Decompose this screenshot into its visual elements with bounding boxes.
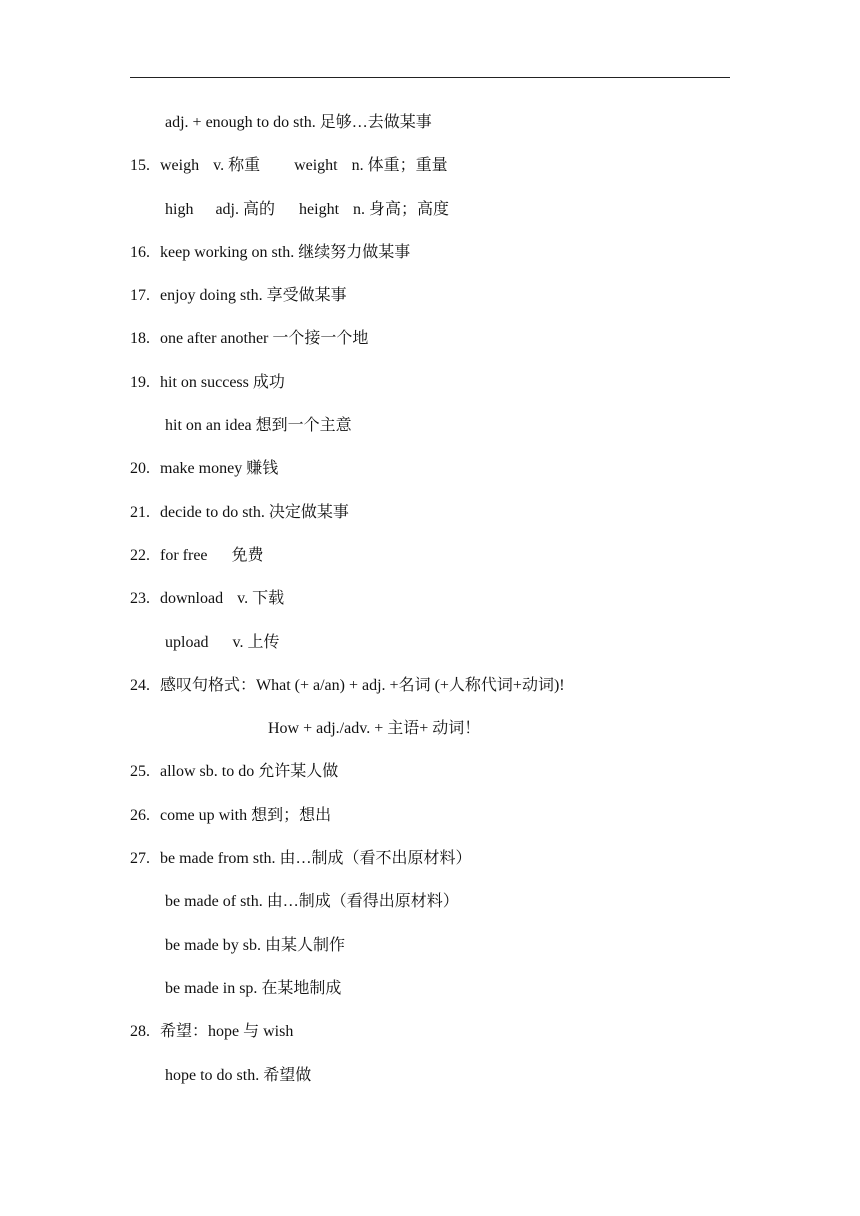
item-text: hit on an idea 想到一个主意 [165, 417, 352, 435]
vocabulary-list [0, 109, 860, 1105]
item-number: 17. [130, 287, 150, 305]
list-item [0, 455, 860, 498]
item-text: allow sb. to do 允许某人做 [160, 763, 339, 781]
item-text: be made by sb. 由某人制作 [165, 936, 345, 954]
item-number: 24. [130, 676, 150, 694]
item-number: 23. [130, 590, 150, 608]
item-number: 18. [130, 330, 150, 348]
item-text: enjoy doing sth. 享受做某事 [160, 287, 347, 305]
list-item [0, 282, 860, 325]
list-item [0, 975, 860, 1018]
list-item [0, 629, 860, 672]
list-item [0, 672, 860, 715]
list-item [0, 325, 860, 368]
item-number: 22. [130, 546, 150, 564]
list-item [0, 845, 860, 888]
list-item [0, 239, 860, 282]
item-text: make money 赚钱 [160, 460, 279, 478]
list-item [0, 758, 860, 801]
item-text: high adj. 高的 height n. 身高；高度 [165, 200, 450, 218]
item-text: How + adj./adv. + 主语+ 动词！ [268, 720, 481, 738]
item-text: hope to do sth. 希望做 [165, 1066, 312, 1084]
item-text: for free 免费 [160, 546, 264, 564]
item-text: one after another 一个接一个地 [160, 330, 369, 348]
list-item [0, 1018, 860, 1061]
item-number: 28. [130, 1023, 150, 1041]
item-text: decide to do sth. 决定做某事 [160, 503, 349, 521]
item-number: 19. [130, 373, 150, 391]
item-text: be made of sth. 由…制成（看得出原材料） [165, 893, 459, 911]
item-number: 20. [130, 460, 150, 478]
list-item [0, 542, 860, 585]
item-text: be made from sth. 由…制成（看不出原材料） [160, 850, 472, 868]
list-item [0, 499, 860, 542]
item-text: download v. 下载 [160, 590, 285, 608]
item-text: weigh v. 称重 weight n. 体重；重量 [160, 157, 448, 175]
item-text: be made in sp. 在某地制成 [165, 979, 342, 997]
list-item [0, 369, 860, 412]
item-text: hit on success 成功 [160, 373, 285, 391]
list-item [0, 888, 860, 931]
list-item [0, 1062, 860, 1105]
item-number: 27. [130, 850, 150, 868]
item-number: 16. [130, 243, 150, 261]
item-number: 21. [130, 503, 150, 521]
list-item [0, 196, 860, 239]
item-number: 15. [130, 157, 150, 175]
item-text: keep working on sth. 继续努力做某事 [160, 243, 411, 261]
list-item [0, 109, 860, 152]
list-item [0, 152, 860, 195]
item-text: upload v. 上传 [165, 633, 280, 651]
item-number: 25. [130, 763, 150, 781]
item-text: come up with 想到；想出 [160, 806, 332, 824]
header-rule [130, 77, 730, 78]
item-number: 26. [130, 806, 150, 824]
list-item [0, 585, 860, 628]
list-item [0, 715, 860, 758]
item-text: adj. + enough to do sth. 足够…去做某事 [165, 114, 432, 131]
item-text: 感叹句格式：What (+ a/an) + adj. +名词 (+人称代词+动词)! [160, 676, 565, 694]
list-item [0, 932, 860, 975]
list-item [0, 412, 860, 455]
item-text: 希望：hope 与 wish [160, 1023, 294, 1041]
list-item [0, 802, 860, 845]
